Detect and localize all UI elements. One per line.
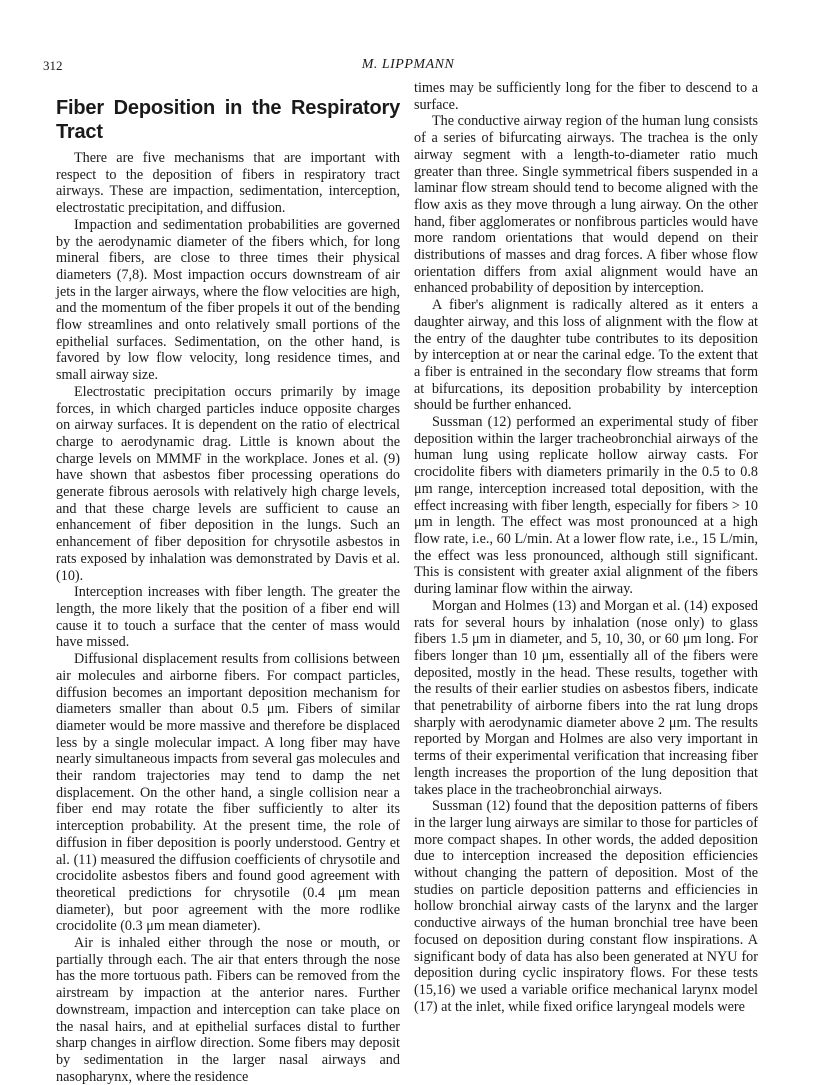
paragraph: Sussman (12) performed an experimental study of fiber deposition within the larger tracheobronchial airways of the human lung using replicate hollow airway casts. For crocidolite fibers with diameters primarily in the 0.5 to 0.8 μm range, interception increased total deposition, with the effect increasing with fiber length, especially for fibers > 10 μm in length. The effect was most pronounced at a high flow rate, i.e., 60 L/min. At a lower flow rate, i.e., 15 L/min, the effect was less pronounced, although still significant. This is consistent with greater axial alignment of the fibers during laminar flow within the airway. [414,414,758,598]
paragraph: Electrostatic precipitation occurs primarily by image forces, in which charged particles induce opposite charges on airway surfaces. It is dependent on the ratio of electrical charge to aerodynamic drag. Little is known about the charge levels on MMMF in the workplace. Jones et al. (9) have shown that asbestos fiber processing operations do generate fibrous aerosols with relatively high charge levels, and that these charge levels are sufficient to cause an enhancement of fiber deposition in the lungs. Such an enhancement of fiber deposition for chrysotile asbestos in rats exposed by inhalation was demonstrated by Davis et al. (10). [56,383,400,584]
page-number: 312 [43,58,63,73]
paragraph: There are five mechanisms that are important with respect to the deposition of fibers in respiratory tract airways. These are impaction, sedimentation, interception, electrostatic precipitation, and diffusion. [56,150,400,217]
paragraph: Morgan and Holmes (13) and Morgan et al. (14) exposed rats for several hours by inhalation (nose only) to glass fibers 1.5 μm in diameter, and 5, 10, 30, or 60 μm long. For fibers longer than 10 μm, essentially all of the fibers were deposited, mostly in the head. These results, together with the results of their earlier studies on asbestos fibers, indicate that penetrability of airborne fibers into the rat lung drops sharply with aerodynamic diameter above 2 μm. The results reported by Morgan and Holmes are also very important in terms of their experimental verification that increasing fiber length increases the proportion of the lung deposition that takes place in the tracheobronchial airways. [414,597,758,798]
paragraph: times may be sufficiently long for the fiber to descend to a surface. [414,80,758,113]
right-column [414,80,758,1015]
left-column [56,96,400,1085]
paragraph: Sussman (12) found that the deposition patterns of fibers in the larger lung airways are similar to those for particles of more compact shapes. In other words, the added deposition due to interception increased the deposition efficiencies without changing the pattern of deposition. Most of the studies on particle deposition patterns and efficiencies in hollow bronchial airway casts of the larynx and the larger conductive airways of the human bronchial tree have been focused on deposition during constant flow inspirations. A significant body of data has also been generated at NYU for deposition during cyclic inspiratory flows. For these tests (15,16) we used a variable orifice mechanical larynx model (17) at the inlet, while fixed orifice laryngeal models were [414,798,758,1015]
paragraph: Air is inhaled either through the nose or mouth, or partially through each. The air that enters through the nose has the more tortuous path. Fibers can be removed from the airstream by impaction at the anterior nares. Further downstream, impaction and interception can take place on the nasal hairs, and at epithelial surfaces distal to further sharp changes in airflow direction. Some fibers may deposit by sedimentation in the larger nasal airways and nasopharynx, where the residence [56,935,400,1085]
paragraph: Impaction and sedimentation probabilities are governed by the aerodynamic diameter of the fibers which, for long mineral fibers, are close to three times their physical diameters (7,8). Most impaction occurs downstream of air jets in the larger airways, where the flow velocities are high, and the momentum of the fiber propels it out of the bending flow streamlines and onto relatively small portions of the epithelial surfaces. Sedimentation, on the other hand, is favored by low flow velocity, long residence times, and small airway size. [56,216,400,384]
paragraph: A fiber's alignment is radically altered as it enters a daughter airway, and this loss of alignment with the flow at the entry of the daughter tube contributes to its deposition by interception at or near the carinal edge. To the extent that a fiber is entrained in the secondary flow streams that form at bifurcations, its deposition probability by interception should be further enhanced. [414,297,758,414]
running-head: M. LIPPMANN [361,57,455,72]
paragraph: Diffusional displacement results from collisions between air molecules and airborne fibers. For compact particles, diffusion becomes an important deposition mechanism for diameters smaller than about 0.5 μm. Fibers of similar diameter would be more massive and therefore be displaced less by a single molecular impact. A long fiber may have nearly simultaneous impacts from several gas molecules and their random trajectories may tend to damp the net displacement. On the other hand, a single collision near a fiber end may rotate the fiber sufficiently to alter its interception probability. At the present time, the role of diffusion in fiber deposition is poorly understood. Gentry et al. (11) measured the diffusion coefficients of chrysotile and crocidolite asbestos fibers and found good agreement with theoretical predictions for chrysotile (0.4 μm mean diameter), but poor agreement with the more rodlike crocidolite (0.3 μm mean diameter). [56,651,400,935]
section-title: Fiber Deposition in the Respiratory Tract [56,97,400,143]
paragraph: The conductive airway region of the human lung consists of a series of bifurcating airways. The trachea is the only airway segment with a length-to-diameter ratio much greater than three. Single symmetrical fibers suspended in a laminar flow stream should tend to become aligned with the flow axis as they move through a lung airway. On the other hand, fiber agglomerates or nonfibrous particles would have more random orientations that would depend on their distributions of masses and drag forces. A fiber whose flow orientation differs from axial alignment would have an enhanced probability of deposition by interception. [414,113,758,297]
paragraph: Interception increases with fiber length. The greater the length, the more likely that the position of a fiber end will cause it to touch a surface that the center of mass would have missed. [56,584,400,651]
